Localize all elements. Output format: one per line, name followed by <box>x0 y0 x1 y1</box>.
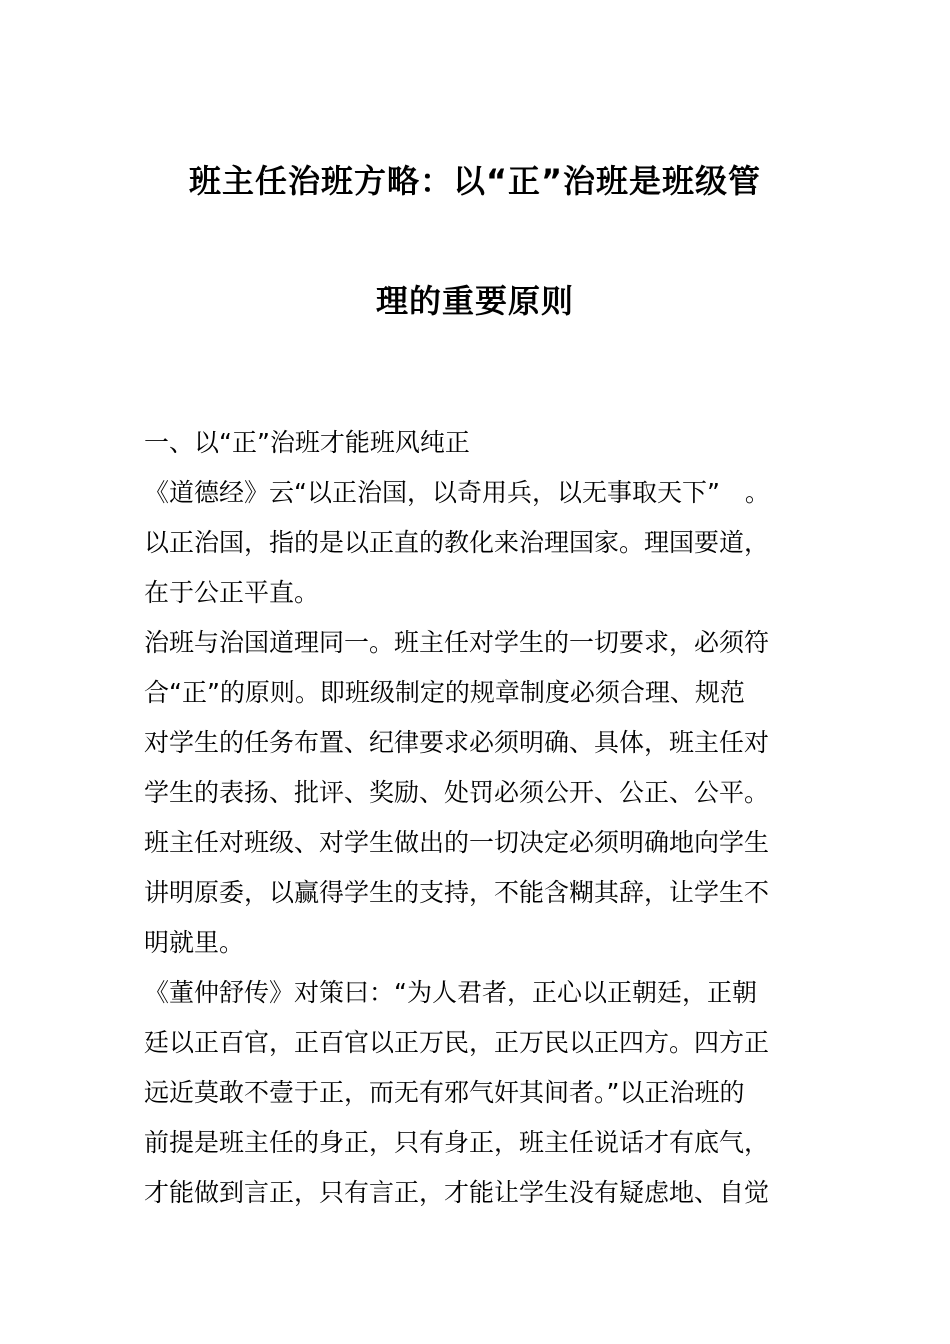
body-line: 以正治国，指的是以正直的教化来治理国家。理国要道， <box>144 528 770 557</box>
body-line: 远近莫敢不壹于正，而无有邪气奸其间者。”以正治班的 <box>144 1078 745 1107</box>
body-line: 班主任对班级、对学生做出的一切决定必须明确地向学生 <box>144 828 770 857</box>
body-line: 廷以正百官，正百官以正万民，正万民以正四方。四方正 <box>144 1028 770 1057</box>
body-line: 对学生的任务布置、纪律要求必须明确、具体，班主任对 <box>144 728 770 757</box>
document-title-line-1: 班主任治班方略：以“正”治班是班级管 <box>188 162 762 200</box>
body-line: 在于公正平直。 <box>144 578 320 607</box>
body-line: 《董仲舒传》对策曰：“为人君者，正心以正朝廷，正朝 <box>144 978 757 1007</box>
body-line: 明就里。 <box>144 928 245 957</box>
document-title-line-2: 理的重要原则 <box>375 282 574 320</box>
section-heading: 一、以“正”治班才能班风纯正 <box>144 428 470 457</box>
body-line: 治班与治国道理同一。班主任对学生的一切要求，必须符 <box>144 628 770 657</box>
body-line: 《道德经》云“以正治国，以奇用兵，以无事取天下” 。 <box>144 478 770 507</box>
body-line: 才能做到言正，只有言正，才能让学生没有疑虑地、自觉 <box>144 1178 770 1207</box>
document-body <box>144 418 808 1218</box>
body-line: 学生的表扬、批评、奖励、处罚必须公开、公正、公平。 <box>144 778 770 807</box>
body-line: 合“正”的原则。即班级制定的规章制度必须合理、规范 <box>144 678 745 707</box>
body-line: 前提是班主任的身正，只有身正，班主任说话才有底气， <box>144 1128 770 1157</box>
body-line: 讲明原委，以赢得学生的支持，不能含糊其辞，让学生不 <box>144 878 770 907</box>
